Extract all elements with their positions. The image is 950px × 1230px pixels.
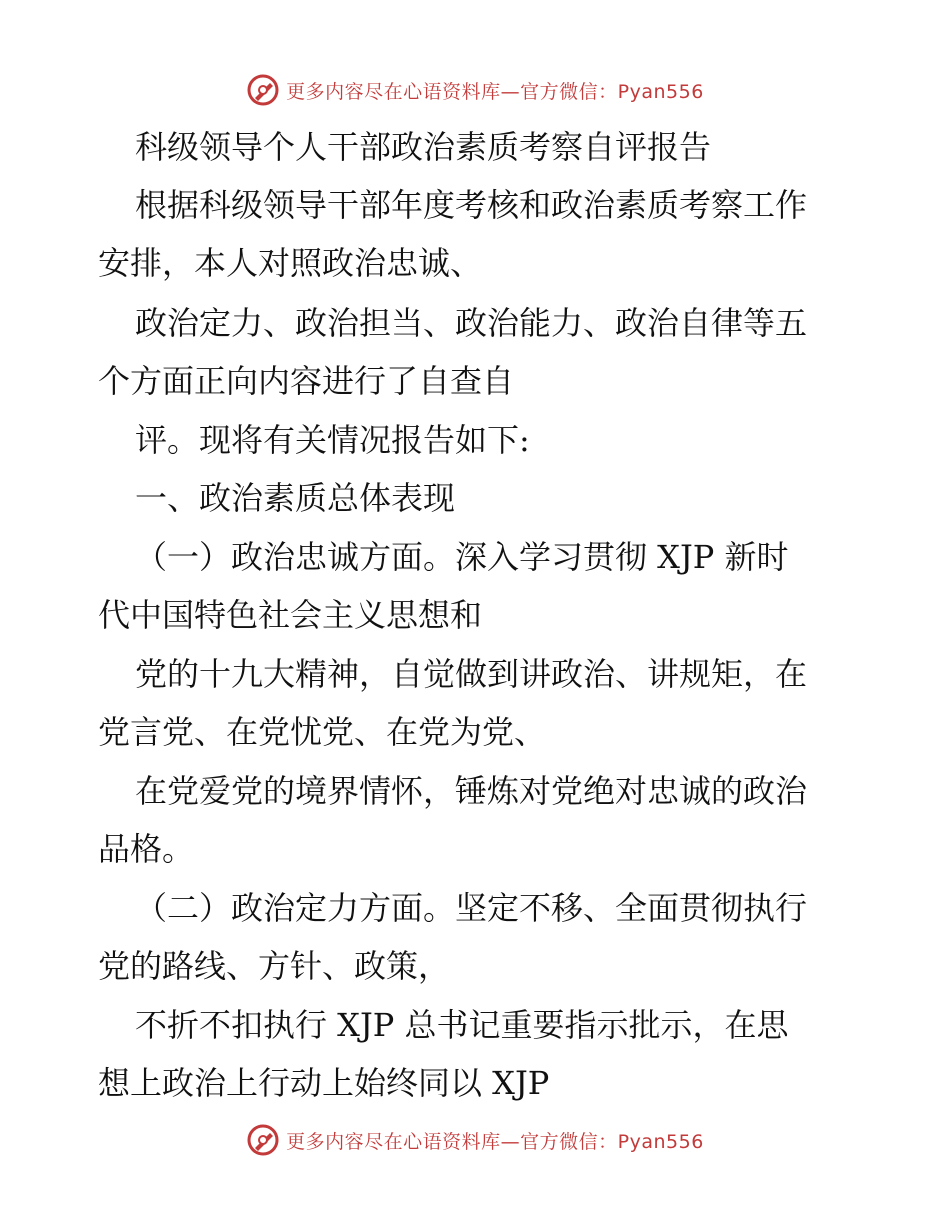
paragraph-line: 安排，本人对照政治忠诚、 xyxy=(98,244,483,282)
header-watermark xyxy=(0,70,950,110)
paragraph-line: 品格。 xyxy=(98,830,195,868)
watermark-text: 更多内容尽在心语资料库—官方微信：Pyan556 xyxy=(286,80,704,103)
paragraph-line: 不折不扣执行 XJP 总书记重要指示批示，在思 xyxy=(135,1006,789,1044)
paragraph-line: 党言党、在党忧党、在党为党、 xyxy=(98,713,547,751)
watermark-text: 更多内容尽在心语资料库—官方微信：Pyan556 xyxy=(286,1130,704,1153)
footer-watermark xyxy=(0,1120,950,1160)
paragraph-line: 根据科级领导干部年度考核和政治素质考察工作 xyxy=(135,186,808,224)
section-heading: 一、政治素质总体表现 xyxy=(135,479,456,517)
paragraph-line: 政治定力、政治担当、政治能力、政治自律等五 xyxy=(135,304,808,342)
paragraph-line: （一）政治忠诚方面。深入学习贯彻 XJP 新时 xyxy=(135,538,789,576)
paragraph-line: 在党爱党的境界情怀，锤炼对党绝对忠诚的政治 xyxy=(135,772,808,810)
paragraph-line: 个方面正向内容进行了自查自 xyxy=(98,362,515,400)
pen-logo-icon xyxy=(246,73,280,107)
document-title: 科级领导个人干部政治素质考察自评报告 xyxy=(135,128,712,166)
pen-logo-icon xyxy=(246,1123,280,1157)
paragraph-line: 评。现将有关情况报告如下: xyxy=(135,421,530,459)
paragraph-line: 代中国特色社会主义思想和 xyxy=(98,596,483,634)
paragraph-line: 党的十九大精神，自觉做到讲政治、讲规矩，在 xyxy=(135,655,808,693)
paragraph-line: 党的路线、方针、政策， xyxy=(98,947,451,985)
paragraph-line: 想上政治上行动上始终同以 XJP xyxy=(98,1064,550,1102)
paragraph-line: （二）政治定力方面。坚定不移、全面贯彻执行 xyxy=(135,889,808,927)
